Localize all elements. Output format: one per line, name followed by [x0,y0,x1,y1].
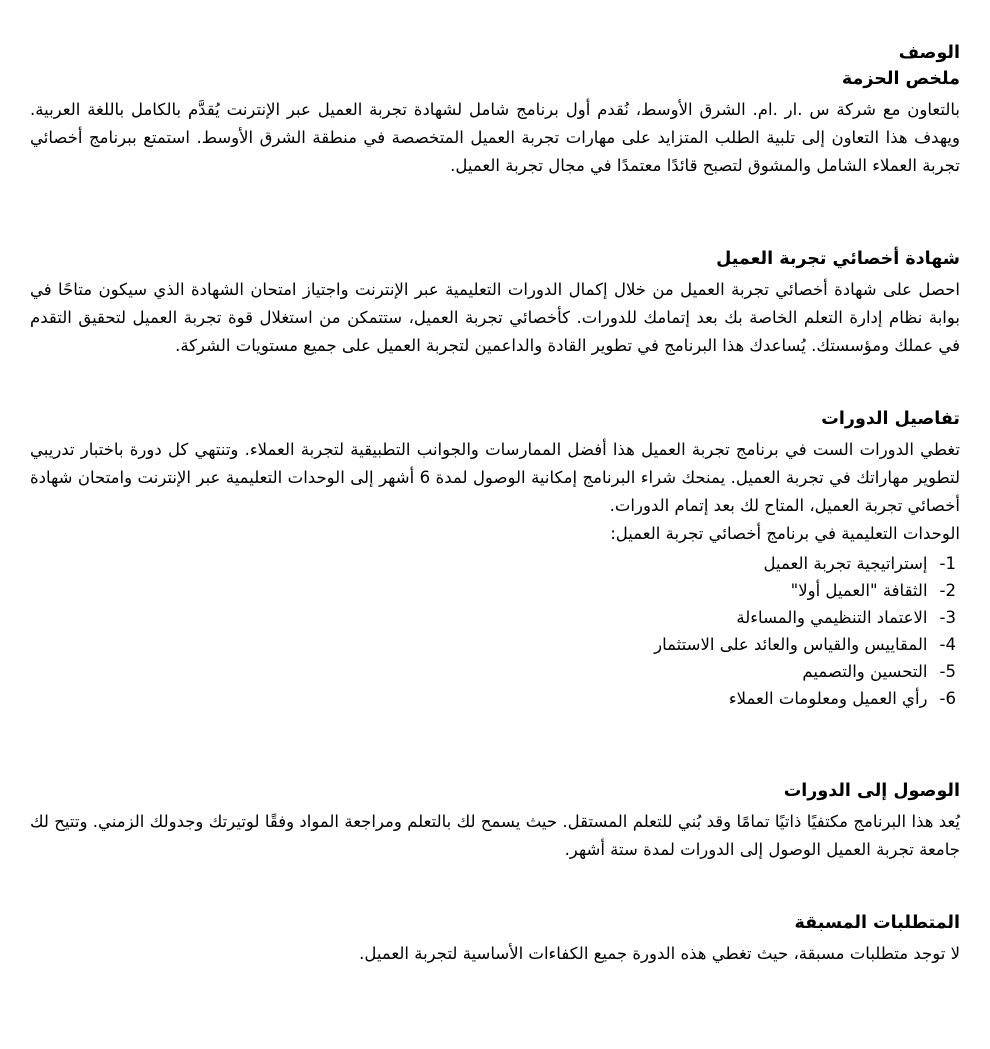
module-number: 3- [939,608,956,627]
module-item-1 [30,550,956,577]
module-number: 5- [939,662,956,681]
prerequisites-heading: المتطلبات المسبقة [794,913,960,933]
module-item-5 [30,658,956,685]
module-item-4 [30,631,956,658]
module-number: 2- [939,581,956,600]
module-text: المقاييس والقياس والعائد على الاستثمار [654,635,928,654]
access-heading: الوصول إلى الدورات [783,781,960,801]
module-number: 6- [939,689,956,708]
modules-list [30,550,960,712]
course-details-body: تغطي الدورات الست في برنامج تجربة العميل هذا أفضل الممارسات والجوانب التطبيقية لتجربة العملاء. وتنتهي كل دورة باختبار تدريبي لتطوير مهاراتك في تجربة العميل. يمنحك شراء البرنامج إمكانية الوصول لمدة 6 أشهر إلى الوحدات التعليمية عبر الإنترنت وامتحان شهادة أخصائي تجربة العميل، المتاح لك بعد إتمام الدورات. [30,440,961,515]
course-details-heading: تفاصيل الدورات [821,409,960,429]
certificate-body: احصل على شهادة أخصائي تجربة العميل من خلال إكمال الدورات التعليمية عبر الإنترنت واجتياز امتحان الشهادة الذي سيكون متاحًا في بوابة نظام إدارة التعلم الخاصة بك بعد إتمامك للدورات. كأخصائي تجربة العميل، ستتمكن من استغلال قوة تجربة العميل لتحقيق التقدم في عملك ومؤسستك. يُساعدك هذا البرنامج في تطوير القادة والداعمين لتجربة العميل على جميع مستويات الشركة. [30,280,960,355]
package-summary-heading: ملخص الحزمة [841,69,960,89]
certificate-heading: شهادة أخصائي تجربة العميل [716,249,960,269]
module-text: رأي العميل ومعلومات العملاء [728,689,928,708]
modules-intro: الوحدات التعليمية في برنامج أخصائي تجربة العميل: [610,524,960,543]
module-number: 1- [939,554,956,573]
description-title: الوصف [898,43,960,63]
module-item-2 [30,577,956,604]
prerequisites-body: لا توجد متطلبات مسبقة، حيث تغطي هذه الدورة جميع الكفاءات الأساسية لتجربة العميل. [359,944,960,963]
module-text: الثقافة "العميل أولا" [790,581,928,600]
access-body: يُعد هذا البرنامج مكتفيًا ذاتيًا تمامًا وقد بُني للتعلم المستقل. حيث يسمح لك بالتعلم ومراجعة المواد وفقًا لوتيرتك وجدولك الزمني. وتتيح لك جامعة تجربة العميل الوصول إلى الدورات لمدة ستة أشهر. [30,812,960,859]
module-text: التحسين والتصميم [802,662,928,681]
module-item-3 [30,604,956,631]
module-text: الاعتماد التنظيمي والمساءلة [736,608,928,627]
module-text: إستراتيجية تجربة العميل [763,554,928,573]
package-summary-body: بالتعاون مع شركة س .ار .ام. الشرق الأوسط، نُقدم أول برنامج شامل لشهادة تجربة العميل عبر الإنترنت يُقدَّم بالكامل باللغة العربية. ويهدف هذا التعاون إلى تلبية الطلب المتزايد على مهارات تجربة العميل المتخصصة في منطقة الشرق الأوسط. استمتع ببرنامج أخصائي تجربة العملاء الشامل والمشوق لتصبح قائدًا معتمدًا في مجال تجربة العميل. [30,100,960,175]
module-number: 4- [939,635,956,654]
module-item-6 [30,685,956,712]
